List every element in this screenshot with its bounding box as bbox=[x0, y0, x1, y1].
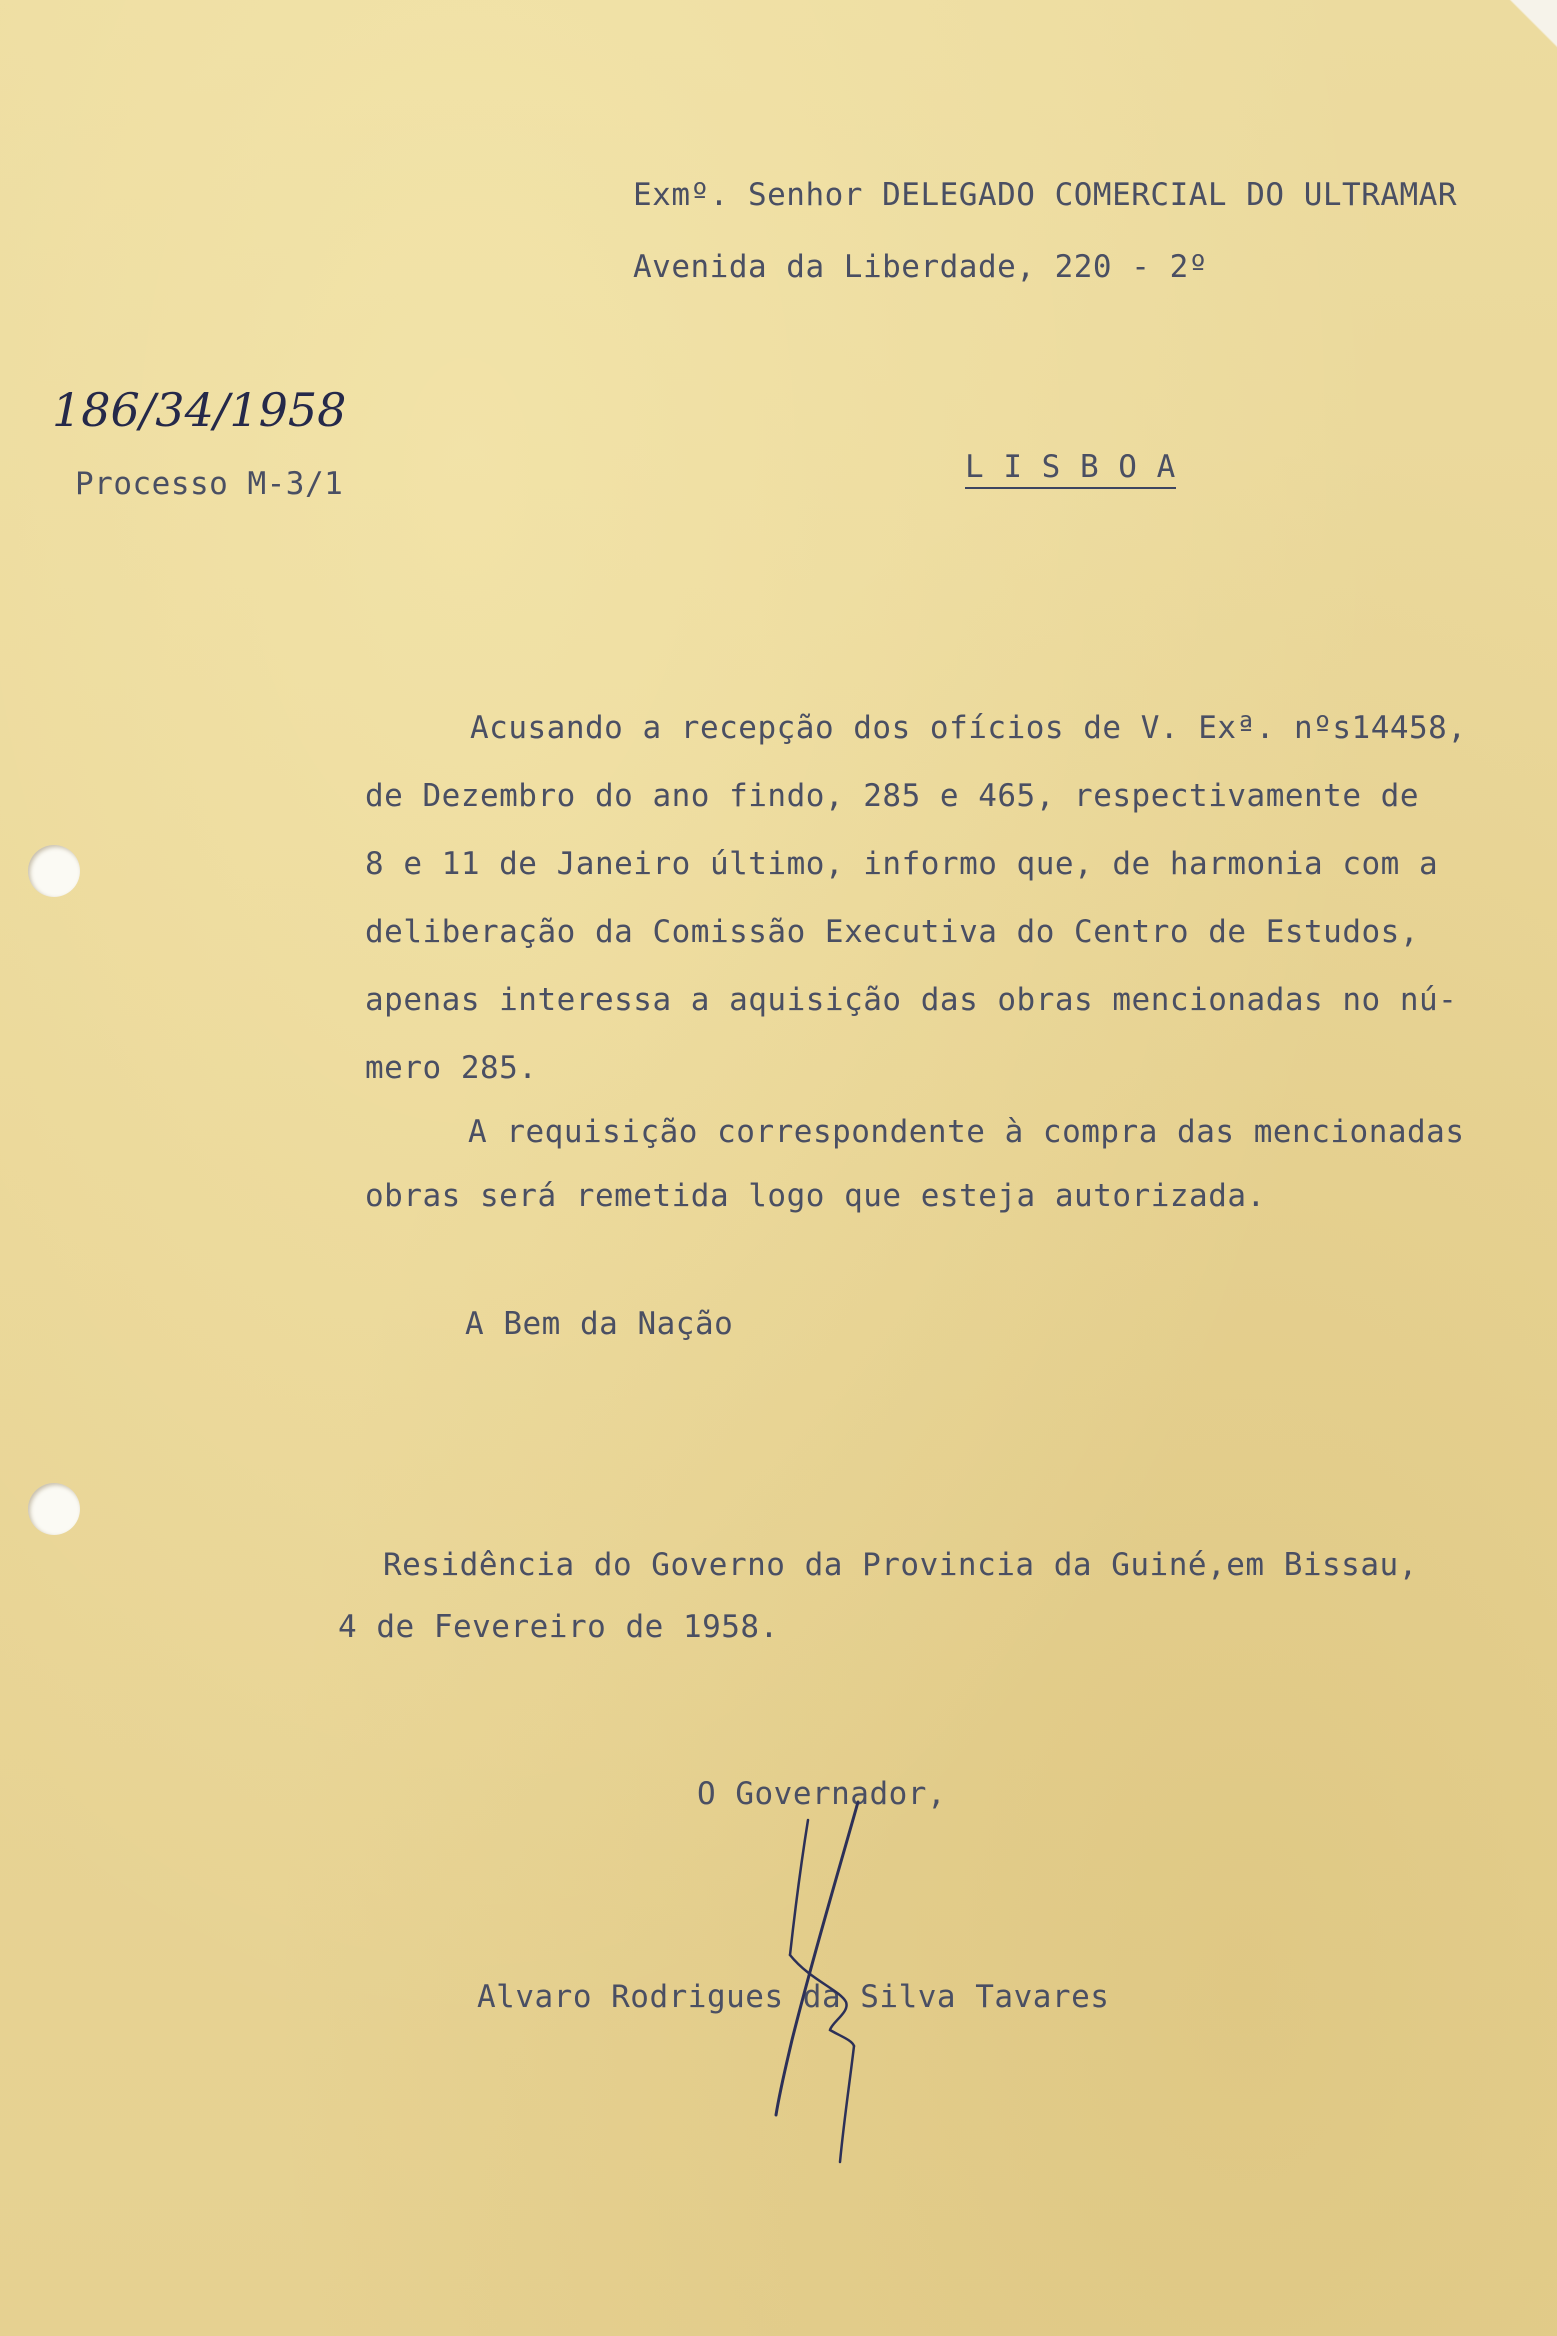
process-number: Processo M-3/1 bbox=[75, 466, 344, 502]
body-line-8: obras será remetida logo que esteja autorizada. bbox=[365, 1178, 1266, 1214]
place-line: Residência do Governo da Provincia da Guiné,em Bissau, bbox=[383, 1547, 1418, 1583]
handwritten-signature bbox=[740, 1790, 920, 2180]
punch-hole-bottom bbox=[28, 1483, 80, 1535]
body-line-1: Acusando a recepção dos ofícios de V. Exª. nºs14458, bbox=[470, 710, 1467, 746]
city: L I S B O A bbox=[965, 452, 1176, 489]
body-line-5: apenas interessa a aquisição das obras mencionadas no nú- bbox=[365, 982, 1458, 1018]
handwritten-reference-number: 186/34/1958 bbox=[52, 383, 347, 437]
date-line: 4 de Fevereiro de 1958. bbox=[338, 1609, 779, 1645]
body-line-3: 8 e 11 de Janeiro último, informo que, de harmonia com a bbox=[365, 846, 1439, 882]
address-line: Avenida da Liberdade, 220 - 2º bbox=[633, 249, 1208, 285]
body-line-7: A requisição correspondente à compra das mencionadas bbox=[468, 1114, 1465, 1150]
recipient-line: Exmº. Senhor DELEGADO COMERCIAL DO ULTRAMAR bbox=[633, 177, 1458, 213]
body-line-4: deliberação da Comissão Executiva do Centro de Estudos, bbox=[365, 914, 1419, 950]
body-line-6: mero 285. bbox=[365, 1050, 538, 1086]
punch-hole-top bbox=[28, 845, 80, 897]
salutation: A Bem da Nação bbox=[465, 1306, 734, 1342]
folded-corner bbox=[1497, 0, 1557, 60]
handwritten-reference bbox=[52, 383, 346, 437]
body-line-2: de Dezembro do ano findo, 285 e 465, respectivamente de bbox=[365, 778, 1419, 814]
signatory-title: O Governador, bbox=[697, 1776, 947, 1812]
signatory-name: Alvaro Rodrigues da Silva Tavares bbox=[477, 1979, 1110, 2015]
